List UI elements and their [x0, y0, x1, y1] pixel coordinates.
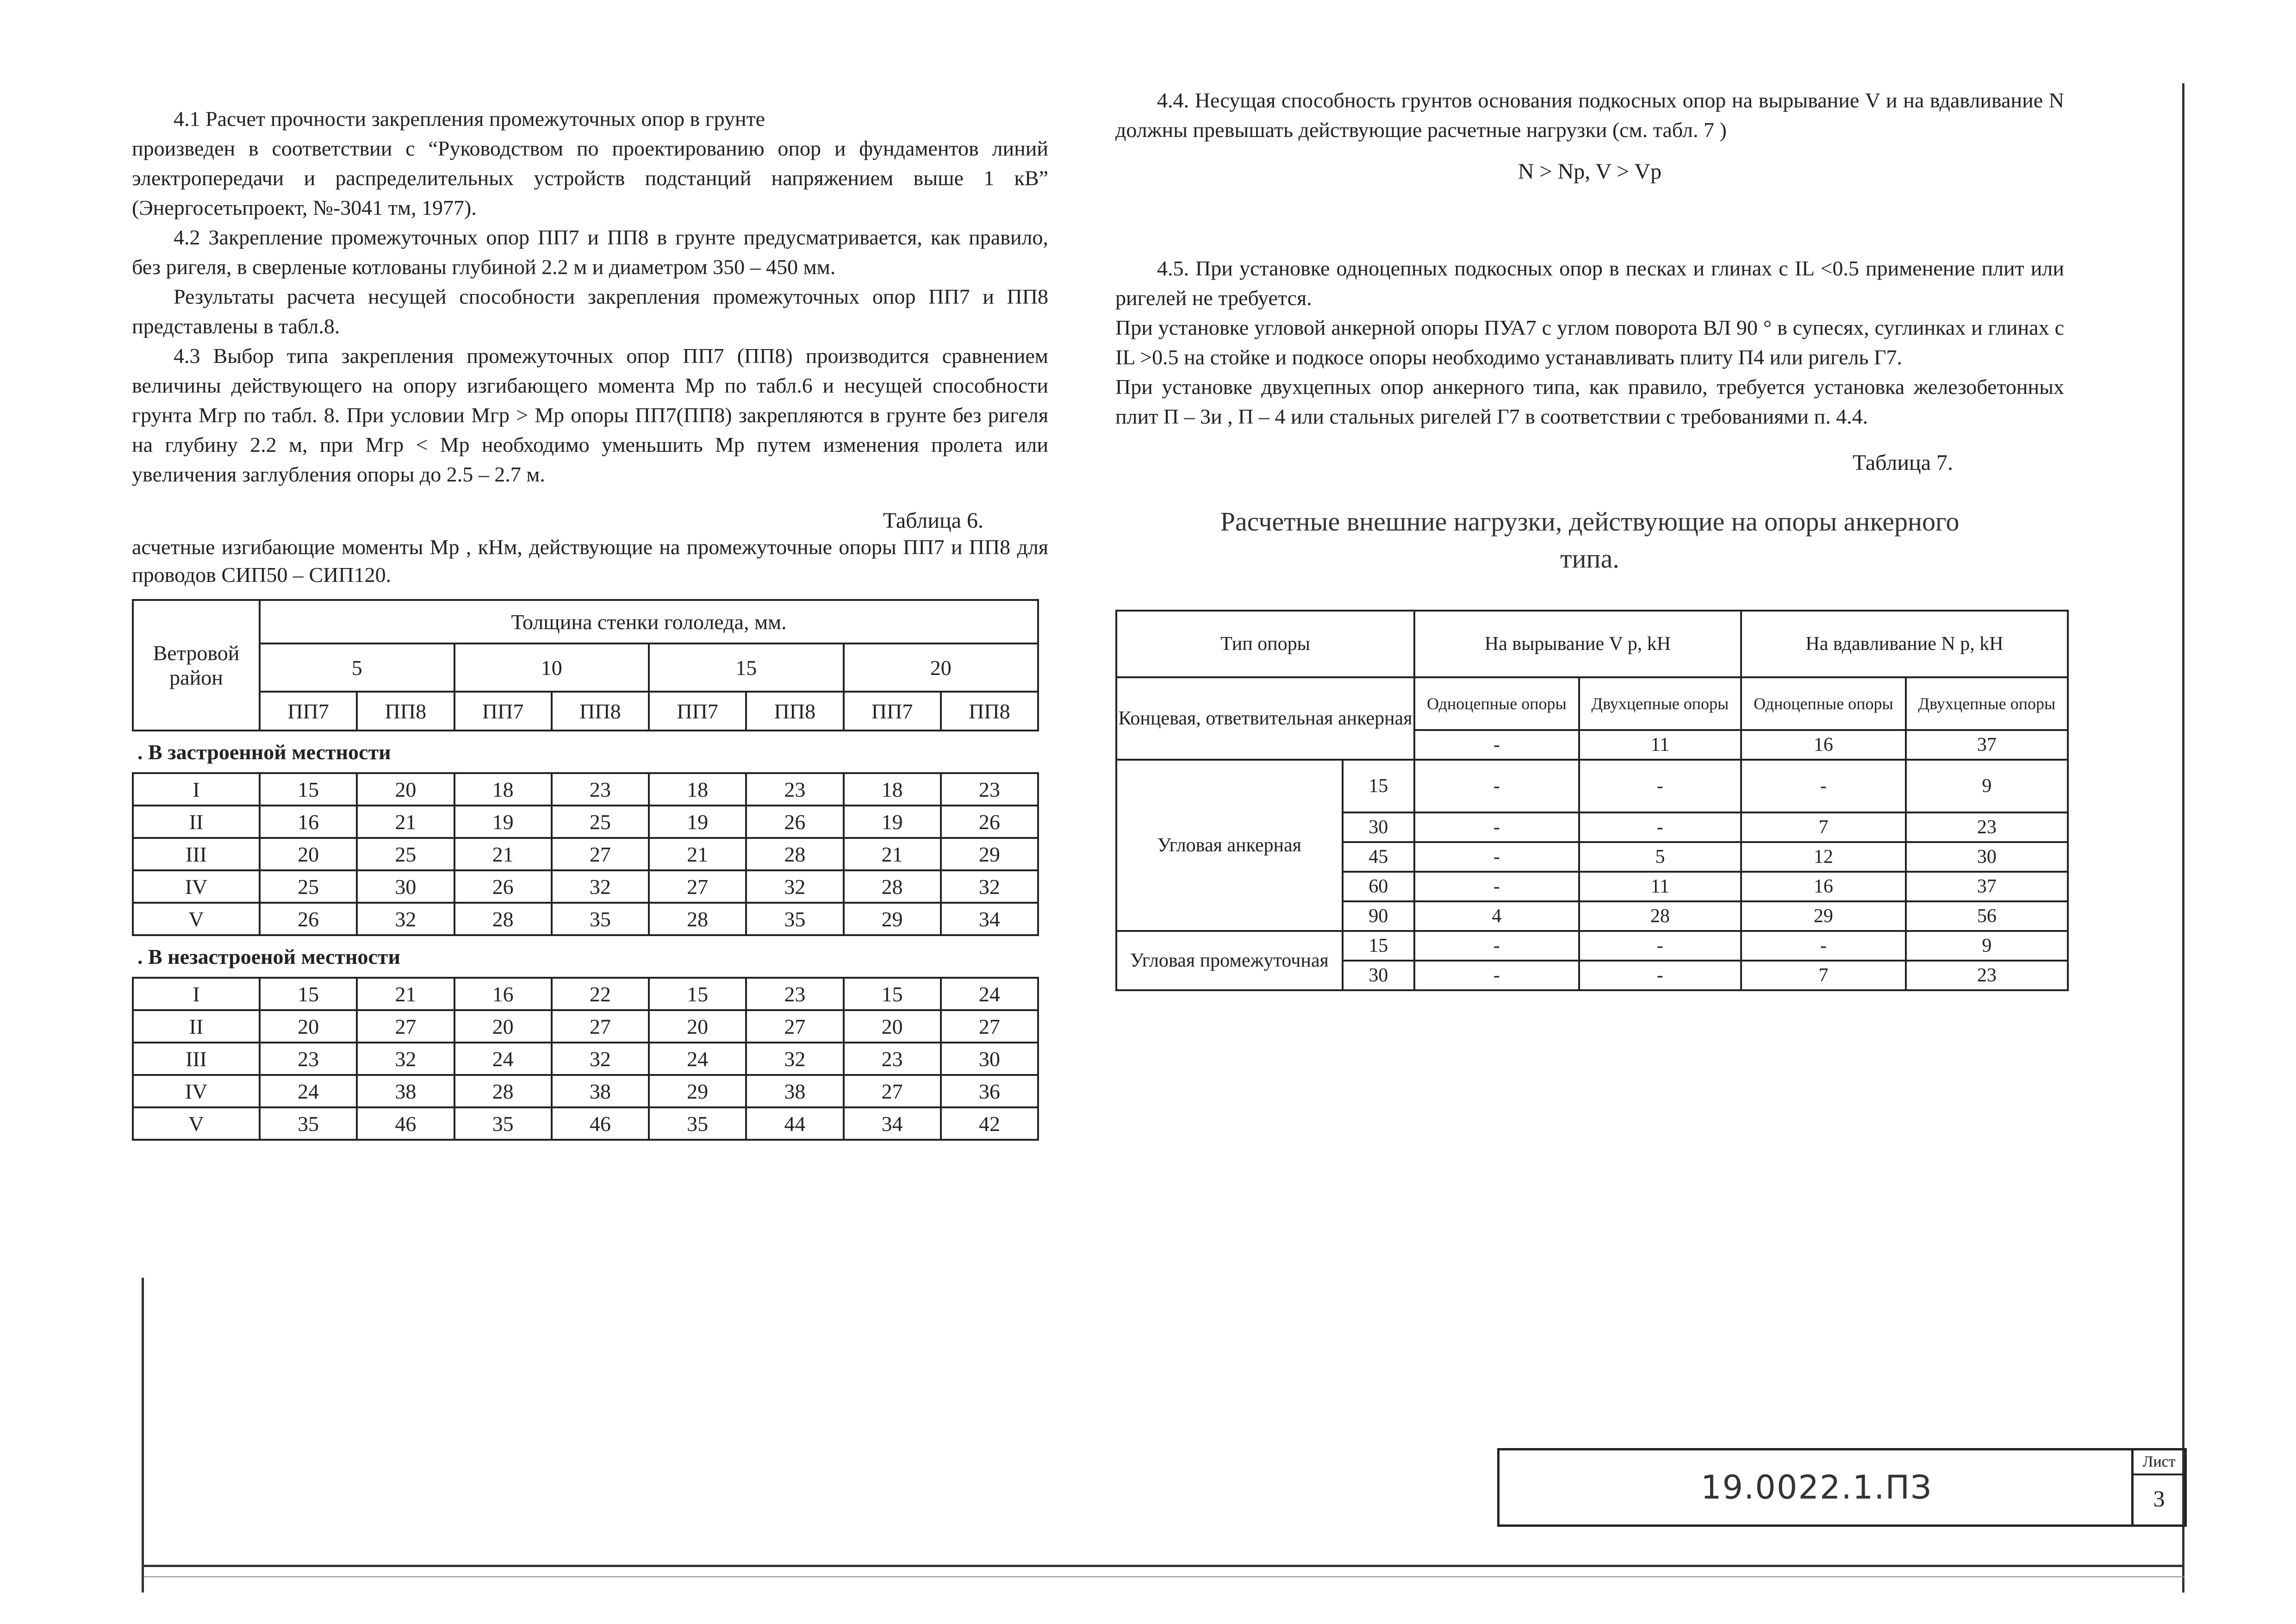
table6-cell: 23: [260, 1043, 357, 1075]
table6-cell: 19: [454, 806, 552, 838]
table-row: [133, 903, 1038, 935]
table7-cell: -: [1414, 812, 1579, 842]
table7-group-label: Угловая анкерная: [1116, 760, 1343, 931]
table7-title: Расчетные внешние нагрузки, действующие на опоры анкерного типа.: [1220, 506, 1960, 574]
left-column: [132, 104, 1048, 1141]
table7-end-value: 16: [1741, 730, 1906, 760]
table6-thickness: 5: [260, 643, 454, 692]
table6-section-title: . В незастроеной местности: [133, 935, 1038, 978]
table6-type: ПП7: [454, 692, 552, 731]
table6-cell: 46: [357, 1107, 454, 1140]
section-4-2-results: Результаты расчета несущей способности закрепления промежуточных опор ПП7 и ПП8 представлены в табл.8.: [132, 285, 1048, 338]
table6-cell: 27: [941, 1010, 1038, 1043]
table7-angle: 15: [1343, 931, 1414, 961]
table7-cell: 4: [1414, 901, 1579, 931]
frame-bottom-line-secondary: [143, 1576, 2184, 1577]
table7-caption: Таблица 7.: [1852, 450, 1953, 475]
table-row: [133, 838, 1038, 870]
table7-cell: 28: [1579, 901, 1741, 931]
table6-cell: 21: [454, 838, 552, 870]
table6-section-row: [133, 935, 1038, 978]
table7-end-label: Концевая, ответвительная анкерная: [1116, 677, 1414, 760]
table6-cell: 44: [746, 1107, 843, 1140]
table7-end-value: 37: [1906, 730, 2068, 760]
table-row: [133, 806, 1038, 838]
table6-cell: 23: [746, 978, 843, 1010]
table6-cell: 16: [454, 978, 552, 1010]
table6-cell: 25: [357, 838, 454, 870]
table6-type: ПП8: [357, 692, 454, 731]
table6-type: ПП8: [941, 692, 1038, 731]
table7-cell: 9: [1906, 931, 2068, 961]
table6-cell: 32: [552, 1043, 649, 1075]
table7-col-push: На вдавливание N р, kH: [1741, 611, 2068, 677]
table6-cell: 32: [357, 1043, 454, 1075]
title-block: [1497, 1448, 2134, 1527]
table6-cell: 15: [260, 773, 357, 806]
table6-cell: 26: [454, 870, 552, 903]
table6-cell: 19: [844, 806, 941, 838]
table6-region: II: [133, 1010, 260, 1043]
table6-cell: 35: [260, 1107, 357, 1140]
table6-cell: 18: [454, 773, 552, 806]
table6-cell: 38: [357, 1075, 454, 1107]
table6-cell: 15: [844, 978, 941, 1010]
table6-cell: 15: [260, 978, 357, 1010]
table-row: [133, 978, 1038, 1010]
table7-angle: 90: [1343, 901, 1414, 931]
section-4-5-corner: При установке угловой анкерной опоры ПУА7 с углом поворота ВЛ 90 ° в супесях, суглинках и глинах с IL >0.5 на стойке и подкосе опоры необходимо устанавливать плиту П4 или ригель Г7.: [1115, 316, 2064, 369]
table7-angle: 30: [1343, 812, 1414, 842]
table6-cell: 16: [260, 806, 357, 838]
table6-cell: 35: [746, 903, 843, 935]
table6-region: II: [133, 806, 260, 838]
table6: [132, 599, 1039, 1141]
table7-cell: 5: [1579, 842, 1741, 872]
table6-cell: 35: [454, 1107, 552, 1140]
section-4-5-double: При установке двухцепных опор анкерного типа, как правило, требуется установка железобетонных плит П – 3и , П – 4 или стальных ригелей Г7 в соответствии с требованиями п. 4.4.: [1115, 375, 2064, 428]
table6-cell: 27: [552, 1010, 649, 1043]
table7-single-pull: Одноцепные опоры: [1414, 677, 1579, 730]
table6-cell: 28: [649, 903, 746, 935]
table7-double-push: Двухцепные опоры: [1906, 677, 2068, 730]
table6-cell: 32: [746, 1043, 843, 1075]
table6-section-title: . В застроенной местности: [133, 731, 1038, 773]
table6-cell: 23: [746, 773, 843, 806]
table6-cell: 25: [260, 870, 357, 903]
table6-type: ПП7: [649, 692, 746, 731]
table6-cell: 28: [454, 903, 552, 935]
table6-region: III: [133, 1043, 260, 1075]
table6-type: ПП8: [746, 692, 843, 731]
table-row: [1116, 931, 2068, 961]
table6-cell: 28: [454, 1075, 552, 1107]
table6-col-wind: Ветровой район: [133, 600, 260, 731]
table7-cell: -: [1741, 760, 1906, 812]
table7-cell: -: [1579, 961, 1741, 990]
table6-cell: 24: [260, 1075, 357, 1107]
table6-cell: 26: [260, 903, 357, 935]
table7-cell: 12: [1741, 842, 1906, 872]
document-code: 19.0022.1.ПЗ: [1700, 1468, 1933, 1506]
table6-region: I: [133, 773, 260, 806]
table6-col-ice: Толщина стенки гололеда, мм.: [260, 600, 1038, 643]
table7: [1115, 610, 2069, 991]
table6-cell: 27: [552, 838, 649, 870]
frame-right-line: [2182, 83, 2184, 1593]
table6-cell: 20: [649, 1010, 746, 1043]
table6-region: V: [133, 1107, 260, 1140]
table6-cell: 29: [649, 1075, 746, 1107]
table6-cell: 35: [649, 1107, 746, 1140]
table6-cell: 35: [552, 903, 649, 935]
table7-cell: 29: [1741, 901, 1906, 931]
table7-cell: 9: [1906, 760, 2068, 812]
table6-cell: 23: [844, 1043, 941, 1075]
table-row: [133, 1075, 1038, 1107]
table6-cell: 21: [649, 838, 746, 870]
table7-cell: 37: [1906, 872, 2068, 901]
table6-region: V: [133, 903, 260, 935]
table6-cell: 38: [552, 1075, 649, 1107]
table6-cell: 20: [260, 1010, 357, 1043]
table7-cell: -: [1414, 842, 1579, 872]
table6-cell: 19: [649, 806, 746, 838]
table6-cell: 23: [552, 773, 649, 806]
table6-cell: 21: [357, 978, 454, 1010]
table6-cell: 34: [844, 1107, 941, 1140]
table6-cell: 30: [357, 870, 454, 903]
formula: N > Np, V > Vp: [1518, 159, 1662, 184]
table6-cell: 38: [746, 1075, 843, 1107]
table6-cell: 15: [649, 978, 746, 1010]
table6-cell: 30: [941, 1043, 1038, 1075]
table7-cell: -: [1579, 931, 1741, 961]
table6-caption: Таблица 6.: [883, 508, 983, 533]
table7-cell: 30: [1906, 842, 2068, 872]
table7-cell: -: [1579, 812, 1741, 842]
table6-region: III: [133, 838, 260, 870]
table6-cell: 32: [552, 870, 649, 903]
table6-region: I: [133, 978, 260, 1010]
table7-single-push: Одноцепные опоры: [1741, 677, 1906, 730]
table6-cell: 25: [552, 806, 649, 838]
table6-region: IV: [133, 870, 260, 903]
table6-cell: 29: [941, 838, 1038, 870]
table6-cell: 28: [746, 838, 843, 870]
table7-cell: 7: [1741, 961, 1906, 990]
table6-cell: 28: [844, 870, 941, 903]
section-4-1-body: произведен в соответствии с “Руководством по проектированию опор и фундаментов линий электропередачи и распределительных устройств подстанций напряжением выше 1 кВ” (Энергосетьпроект, №-3041 тм, 1977).: [132, 137, 1048, 219]
table6-cell: 20: [357, 773, 454, 806]
table6-type: ПП7: [844, 692, 941, 731]
table6-cell: 20: [844, 1010, 941, 1043]
table-row: [133, 1107, 1038, 1140]
table7-cell: -: [1414, 961, 1579, 990]
table6-type: ПП8: [552, 692, 649, 731]
table7-cell: 16: [1741, 872, 1906, 901]
section-4-4: 4.4. Несущая способность грунтов основания подкосных опор на вырывание V и на вдавливание N должны превышать действующие расчетные нагрузки (см. табл. 7 ): [1115, 88, 2064, 142]
table7-end-value: 11: [1579, 730, 1741, 760]
table6-cell: 27: [746, 1010, 843, 1043]
table-row: [133, 1010, 1038, 1043]
table6-cell: 42: [941, 1107, 1038, 1140]
table6-section-row: [133, 731, 1038, 773]
table-row: [133, 773, 1038, 806]
table6-cell: 32: [357, 903, 454, 935]
table6-cell: 46: [552, 1107, 649, 1140]
table7-cell: 23: [1906, 961, 2068, 990]
table7-end-value: -: [1414, 730, 1579, 760]
table7-double-pull: Двухцепные опоры: [1579, 677, 1741, 730]
table6-cell: 18: [649, 773, 746, 806]
table6-region: IV: [133, 1075, 260, 1107]
table7-cell: 11: [1579, 872, 1741, 901]
table7-group-label: Угловая промежуточная: [1116, 931, 1343, 990]
table6-cell: 26: [746, 806, 843, 838]
section-4-2: 4.2 Закрепление промежуточных опор ПП7 и ПП8 в грунте предусматривается, как правило, без ригеля, в сверленые котлованы глубиной 2.2 м и диаметром 350 – 450 мм.: [132, 225, 1048, 279]
table6-cell: 32: [941, 870, 1038, 903]
table6-cell: 27: [844, 1075, 941, 1107]
table-row: [133, 870, 1038, 903]
table7-angle: 15: [1343, 760, 1414, 812]
table6-cell: 36: [941, 1075, 1038, 1107]
table6-cell: 32: [746, 870, 843, 903]
sheet-box: [2131, 1448, 2187, 1527]
section-4-3: 4.3 Выбор типа закрепления промежуточных опор ПП7 (ПП8) производится сравнением величины действующего на опору изгибающего момента Мр по табл.6 и несущей способности грунта Мгр по табл. 8. При условии Мгр > Мр опоры ПП7(ПП8) закрепляются в грунте без ригеля на глубину 2.2 м, при Мгр < Мр необходимо уменьшить Мр путем изменения пролета или увеличения заглубления опоры до 2.5 – 2.7 м.: [132, 344, 1048, 486]
table6-cell: 22: [552, 978, 649, 1010]
table7-cell: 7: [1741, 812, 1906, 842]
table7-angle: 30: [1343, 961, 1414, 990]
table7-cell: -: [1579, 760, 1741, 812]
table-row: [1116, 760, 2068, 812]
sheet-number: 3: [2153, 1486, 2165, 1512]
table7-angle: 60: [1343, 872, 1414, 901]
table6-cell: 24: [649, 1043, 746, 1075]
table6-cell: 26: [941, 806, 1038, 838]
sheet-label: Лист: [2134, 1450, 2184, 1475]
table6-thickness: 15: [649, 643, 844, 692]
table6-cell: 27: [649, 870, 746, 903]
table6-cell: 23: [941, 773, 1038, 806]
table6-cell: 18: [844, 773, 941, 806]
table7-cell: -: [1414, 931, 1579, 961]
frame-bottom-line: [143, 1565, 2184, 1567]
section-4-5: 4.5. При установке одноцепных подкосных опор в песках и глинах с IL <0.5 применение плит или ригелей не требуется.: [1115, 256, 2064, 310]
table7-cell: 23: [1906, 812, 2068, 842]
section-4-1-title: 4.1 Расчет прочности закрепления промежуточных опор в грунте: [174, 107, 765, 131]
table7-col-type: Тип опоры: [1116, 611, 1414, 677]
table6-thickness: 10: [454, 643, 649, 692]
table6-cell: 24: [941, 978, 1038, 1010]
table6-cell: 27: [357, 1010, 454, 1043]
table6-cell: 34: [941, 903, 1038, 935]
table7-cell: 56: [1906, 901, 2068, 931]
table-row: [133, 1043, 1038, 1075]
table6-cell: 20: [454, 1010, 552, 1043]
table7-cell: -: [1414, 872, 1579, 901]
table6-cell: 24: [454, 1043, 552, 1075]
table6-cell: 21: [357, 806, 454, 838]
right-column: [1115, 86, 2064, 991]
table6-cell: 21: [844, 838, 941, 870]
table7-cell: -: [1741, 931, 1906, 961]
table6-title: асчетные изгибающие моменты Мр , кНм, действующие на промежуточные опоры ПП7 и ПП8 для проводов СИП50 – СИП120.: [132, 535, 1048, 587]
table6-cell: 20: [260, 838, 357, 870]
table7-angle: 45: [1343, 842, 1414, 872]
frame-left-line: [142, 1278, 144, 1593]
table7-col-pull: На вырывание V р, kH: [1414, 611, 1741, 677]
table7-cell: -: [1414, 760, 1579, 812]
table6-thickness: 20: [844, 643, 1039, 692]
table6-type: ПП7: [260, 692, 357, 731]
table6-cell: 29: [844, 903, 941, 935]
